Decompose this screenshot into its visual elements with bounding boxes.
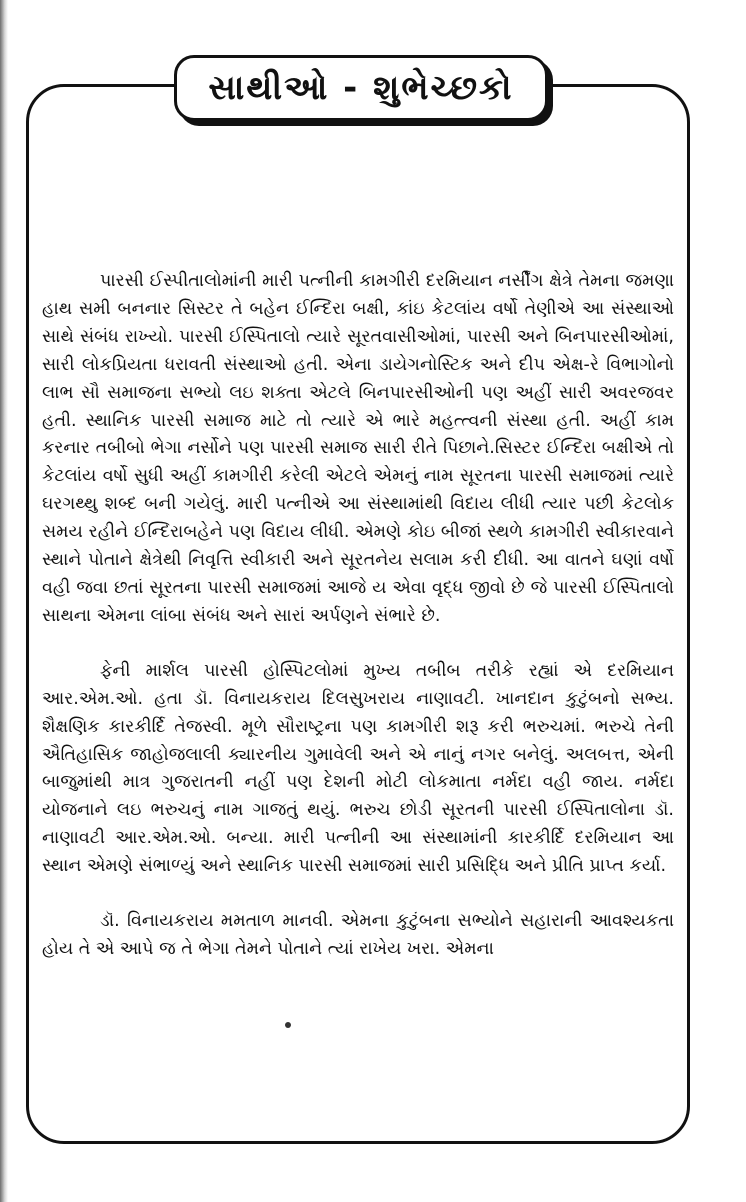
title-box xyxy=(174,55,548,121)
paragraph-2: ફેની માર્શલ પારસી હોસ્પિટલોમાં મુખ્ય તબીબ તરીકે રહ્યાં એ દરમિયાન આર.એમ.ઓ. હતા ડૉ. વિનાયકરાય દિલસુખરાય નાણાવટી. ખાનદાન કુટુંબનો સભ્ય. શૈક્ષણિક કારકીર્દિ તેજસ્વી. મૂળે સૌરાષ્ટ્રના પણ કામગીરી શરૂ કરી ભરુચમાં. ભરુચે તેની ઐતિહાસિક જાહોજલાલી ક્યારનીય ગુમાવેલી અને એ નાનું નગર બનેલું. અલબત્ત, એની બાજુમાંથી માત્ર ગુજરાતની નહીં પણ દેશની મોટી લોકમાતા નર્મદા વહી જાય. નર્મદા યોજનાને લઇ ભરુચનું નામ ગાજતું થયું. ભરુચ છોડી સૂરતની પારસી ઈસ્પિતાલોના ડૉ. નાણાવટી આર.એમ.ઓ. બન્યા. મારી પત્નીની આ સંસ્થામાંની કારકીર્દિ દરમિયાન આ સ્થાન એમણે સંભાળ્યું અને સ્થાનિક પારસી સમાજમાં સારી પ્રસિદ્ધિ અને પ્રીતિ પ્રાપ્ત કર્યા. xyxy=(42,660,674,877)
ink-dot xyxy=(285,1022,291,1028)
paragraph-1: પારસી ઈસ્પીતાલોમાંની મારી પત્નીની કામગીરી દરમિયાન નર્સીંગ ક્ષેત્રે તેમના જમણા હાથ સમી બનનાર સિસ્ટર તે બહેન ઈન્દિરા બક્ષી, કાંઇ કેટલાંય વર્ષો તેણીએ આ સંસ્થાઓ સાથે સંબંધ રાખ્યો. પારસી ઈસ્પિતાલો ત્યારે સૂરતવાસીઓમાં, પારસી અને બિનપારસીઓમાં, સારી લોકપ્રિયતા ધરાવતી સંસ્થાઓ હતી. એના ડાયેગનોસ્ટિક અને દીપ એક્ષ-રે વિભાગોનો લાભ સૌ સમાજના સભ્યો લઇ શક્તા એટલે બિનપારસીઓની પણ અહીં સારી અવરજવર હતી. સ્થાનિક પારસી સમાજ માટે તો ત્યારે એ ભારે મહત્ત્વની સંસ્થા હતી. અહીં કામ કરનાર તબીબો ભેગા નર્સોને પણ પારસી સમાજ સારી રીતે પિછાને.સિસ્ટર ઈન્દિરા બક્ષીએ તો કેટલાંય વર્ષો સુધી અહીં કામગીરી કરેલી એટલે એમનું નામ સૂરતના પારસી સમાજમાં ત્યારે ઘરગથ્થુ શબ્દ બની ગયેલું. મારી પત્નીએ આ સંસ્થામાંથી વિદાય લીધી ત્યાર પછી કેટલોક સમય રહીને ઈન્દિરાબહેને પણ વિદાય લીધી. એમણે કોઇ બીજાં સ્થળે કામગીરી સ્વીકારવાને સ્થાને પોતાને ક્ષેત્રેથી નિવૃત્તિ સ્વીકારી અને સૂરતનેય સલામ કરી દીધી. આ વાતને ઘણાં વર્ષો વહી જવા છતાં સૂરતના પારસી સમાજમાં આજે ય એવા વૃદ્ધ જીવો છે જે પારસી ઈસ્પિતાલો સાથના એમના લાંબા સંબંધ અને સારાં અર્પણને સંભારે છે. xyxy=(42,271,674,626)
body-text xyxy=(42,268,674,964)
scan-left-edge xyxy=(0,0,8,1202)
paragraph-3: ડૉ. વિનાયકરાય મમતાળ માનવી. એમના કુટુંબના સભ્યોને સહારાની આવશ્યકતા હોય તે એ આપે જ તે ભેગા તેમને પોતાને ત્યાં રાખેય ખરા. એમના xyxy=(42,911,674,959)
page-title: સાથીઓ - શુભેચ્છકો xyxy=(208,68,514,108)
